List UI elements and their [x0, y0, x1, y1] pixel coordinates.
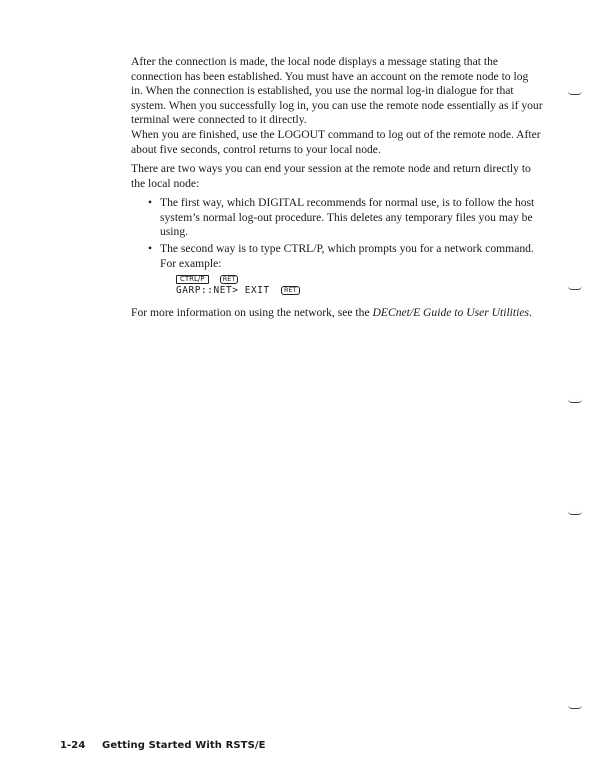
closing-end: .	[529, 306, 532, 319]
paragraph-end-session: There are two ways you can end your session at the remote node and return directly to the local node:	[131, 162, 531, 190]
bullet-marker: •	[148, 242, 153, 255]
exit-command: EXIT	[244, 285, 270, 296]
closing-lead: For more information on using the network, see the	[131, 306, 373, 319]
margin-tick-mark	[568, 399, 582, 403]
margin-tick-mark	[568, 705, 582, 709]
paragraph-connection-established: After the connection is made, the local node displays a message stating that the connection has been established. You must have an account on the remote node to log in. When the connection is established, you use the normal log-in dialogue for that system. When you successfully log in, you can use the remote node essentially as if your terminal were connected to it directly.	[131, 55, 543, 127]
paragraph-more-information	[131, 306, 543, 321]
command-example	[176, 274, 300, 296]
ctrl-p-key-icon: CTRL/P	[176, 275, 209, 284]
bullet-marker: •	[148, 196, 153, 209]
example-line-1	[176, 274, 300, 285]
page-footer	[60, 740, 266, 751]
page-number: 1-24	[60, 740, 86, 751]
margin-tick-mark	[568, 286, 582, 290]
bullet-text: The second way is to type CTRL/P, which prompts you for a network command. For example:	[160, 242, 534, 270]
return-key-icon: RET	[281, 286, 300, 295]
book-title: Getting Started With RSTS/E	[102, 740, 266, 751]
guide-title: DECnet/E Guide to User Utilities	[372, 306, 529, 319]
bullet-text: The first way, which DIGITAL recommends for normal use, is to follow the host system’s normal log-out procedure. This deletes any temporary files you may be using.	[160, 196, 535, 239]
paragraph-logout: When you are finished, use the LOGOUT command to log out of the remote node. After about five seconds, control returns to your local node.	[131, 128, 541, 156]
margin-tick-mark	[568, 91, 582, 95]
margin-tick-mark	[568, 511, 582, 515]
return-key-icon: RET	[220, 275, 239, 284]
network-prompt: GARP::NET>	[176, 285, 239, 296]
example-line-2	[176, 285, 300, 296]
